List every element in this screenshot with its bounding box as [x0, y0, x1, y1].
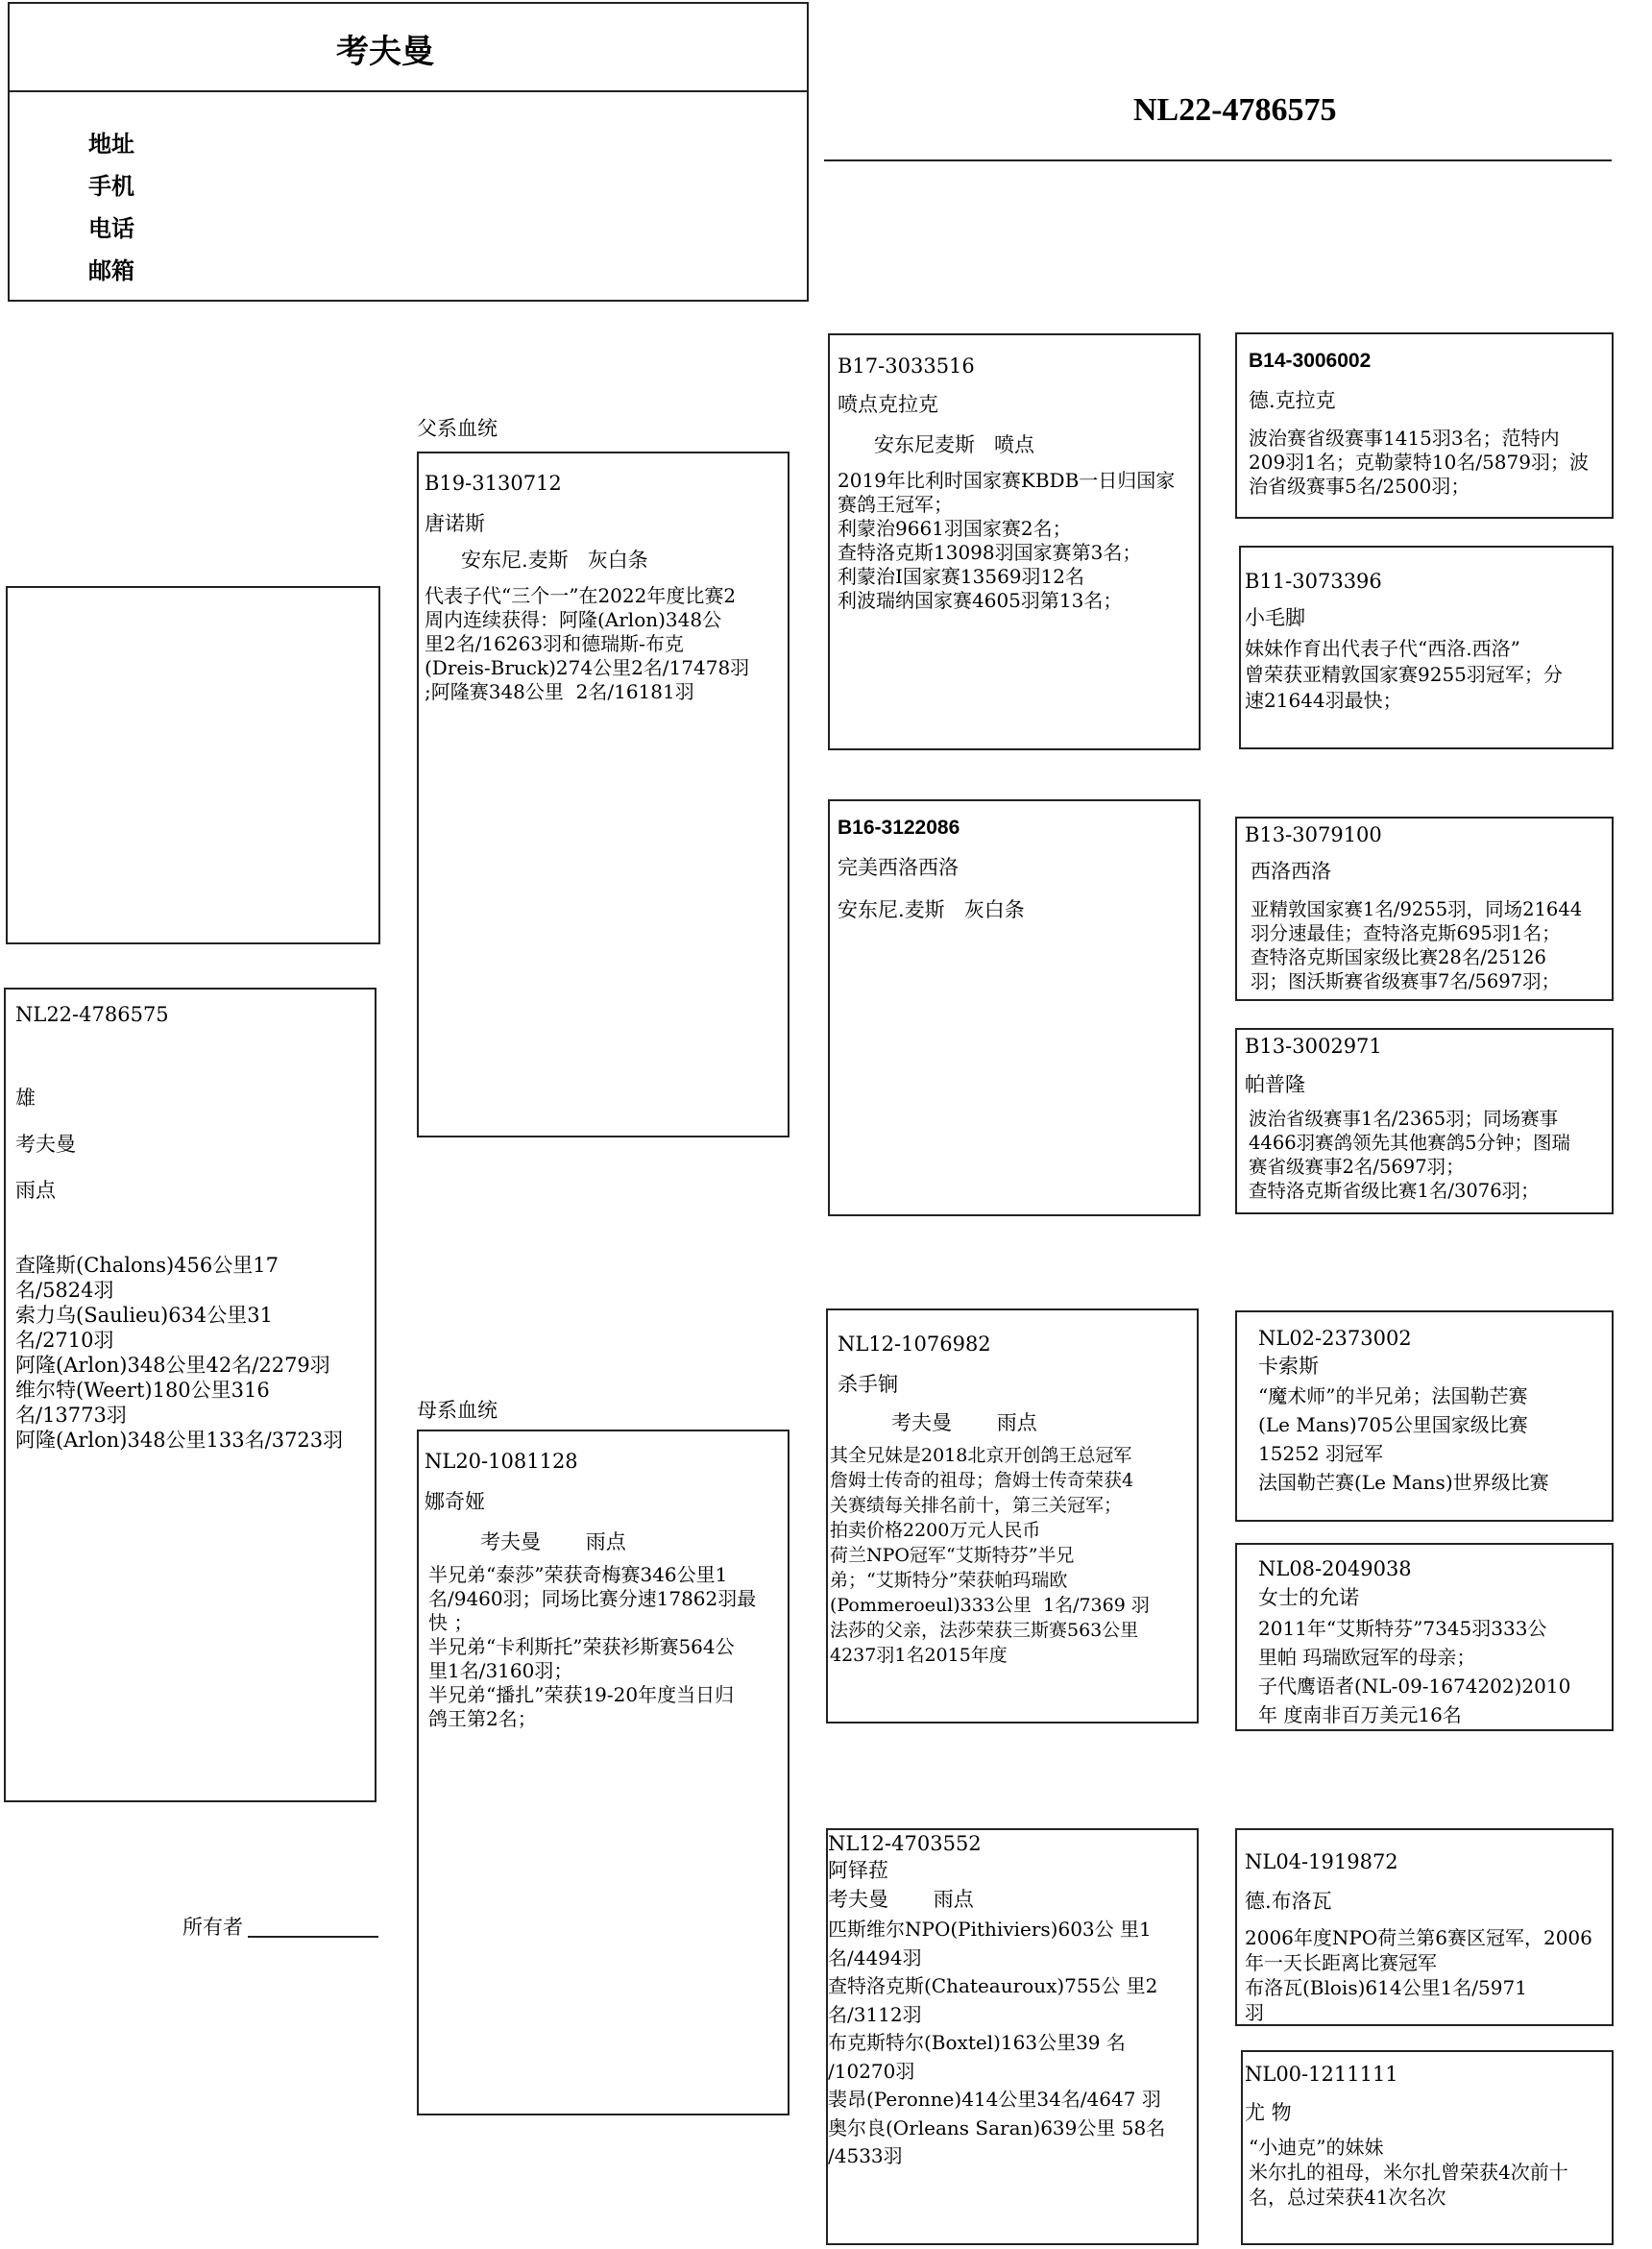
- ssd-desc: 妹妹作育出代表子代“西洛.西洛” 曾荣获亚精敦国家赛9255羽冠军；分 速21644羽最快；: [1245, 637, 1563, 712]
- sds-ring: B13-3079100: [1245, 823, 1382, 846]
- dsd-desc: 2011年“艾斯特芬”7345羽333公 里帕 玛瑞欧冠军的母亲； 子代鹰语者(NL-09-1674202)2010 年 度南非百万美元16名: [1258, 1617, 1571, 1726]
- ssd-ring: B11-3073396: [1245, 570, 1382, 593]
- sss-desc: 波治赛省级赛事1415羽3名；范特内 209羽1名；克勒蒙特10名/5879羽；波 治省级赛事5名/2500羽；: [1249, 427, 1589, 498]
- dam-dam-ring: NL12-4703552: [828, 1832, 982, 1855]
- sss-name: 德.克拉克: [1249, 389, 1336, 412]
- subject-sex: 雄: [15, 1087, 36, 1110]
- dam-dam-line-color: 考夫曼 雨点: [828, 1888, 974, 1911]
- sire-line-color: 安东尼.麦斯 灰白条: [461, 549, 648, 572]
- photo-placeholder-box: [6, 586, 380, 944]
- contact-phone-label: 电话: [88, 215, 134, 242]
- sdd-ring: B13-3002971: [1245, 1035, 1382, 1058]
- sire-sire-desc: 2019年比利时国家赛KBDB一日归国家 赛鸽王冠军； 利蒙治9661羽国家赛2名； 查特洛克斯13098羽国家赛第3名； 利蒙治I国家赛13569羽12名 利波瑞纳国家赛4605羽第13名；: [838, 469, 1176, 612]
- contact-email-label: 邮箱: [88, 257, 134, 284]
- sire-dam-line-color: 安东尼.麦斯 灰白条: [838, 898, 1025, 921]
- owner-signature-label: 所有者: [182, 1916, 243, 1939]
- dss-desc: “魔术师”的半兄弟；法国勒芒赛 (Le Mans)705公里国家级比赛 15252 羽冠军 法国勒芒赛(Le Mans)世界级比赛: [1258, 1384, 1549, 1494]
- sire-dam-ring: B16-3122086: [838, 817, 960, 839]
- sire-name: 唐诺斯: [425, 512, 485, 535]
- dss-ring: NL02-2373002: [1258, 1327, 1412, 1350]
- header-ring-number: NL22-4786575: [1133, 92, 1337, 128]
- sire-sire-name: 喷点克拉克: [838, 393, 938, 416]
- sds-desc: 亚精敦国家赛1名/9255羽，同场21644 羽分速最佳；查特洛克斯695羽1名； 查特洛克斯国家级比赛28名/25126 羽；图沃斯赛省级赛事7名/5697羽；: [1251, 898, 1583, 992]
- ring-number-underline: [824, 159, 1612, 161]
- ddd-desc: “小迪克”的妹妹 米尔扎的祖母，米尔扎曾荣获4次前十 名，总过荣获41次名次: [1249, 2136, 1568, 2209]
- dam-line-color: 考夫曼 雨点: [480, 1530, 626, 1553]
- sdd-name: 帕普隆: [1245, 1073, 1305, 1096]
- sire-sire-line-color: 安东尼麦斯 喷点: [874, 433, 1035, 456]
- dam-desc: 半兄弟“泰莎”荣获奇梅赛346公里1 名/9460羽；同场比赛分速17862羽最 快 ； 半兄弟“卡利斯托”荣获衫斯赛564公 里1名/3160羽； 半兄弟“播扎”荣获19-20年度当日归 鸽王第2名；: [428, 1563, 757, 1730]
- owner-signature-line: [248, 1936, 378, 1938]
- sire-dam-name: 完美西洛西洛: [838, 856, 959, 879]
- dds-desc: 2006年度NPO荷兰第6赛区冠军，2006 年一天长距离比赛冠军 布洛瓦(Blois)614公里1名/5971 羽: [1245, 1926, 1592, 2024]
- dsd-name: 女士的允诺: [1258, 1586, 1359, 1609]
- dam-sire-ring: NL12-1076982: [838, 1332, 991, 1356]
- dds-name: 德.布洛瓦: [1245, 1890, 1332, 1913]
- header-divider: [8, 90, 809, 92]
- dam-sire-name: 杀手锏: [838, 1373, 898, 1396]
- subject-color: 雨点: [15, 1179, 56, 1202]
- dam-sire-line-color: 考夫曼 雨点: [891, 1411, 1037, 1434]
- contact-address-label: 地址: [88, 131, 134, 158]
- subject-ring: NL22-4786575: [15, 1003, 169, 1026]
- dam-sire-desc: 其全兄妹是2018北京开创鸽王总冠军 詹姆士传奇的祖母；詹姆士传奇荣获4 关赛绩每关排名前十，第三关冠军； 拍卖价格2200万元人民币 荷兰NPO冠军“艾斯特芬”半兄 弟；“艾斯特分”荣获帕玛瑞欧 (Pommeroeul)333公里 1名/7369 羽 法莎的父亲，法莎荣获三斯赛563公里 4237羽1名2015年度: [830, 1445, 1150, 1666]
- sire-line-label: 父系血统: [417, 417, 498, 440]
- sire-ring: B19-3130712: [425, 472, 562, 495]
- sds-name: 西洛西洛: [1251, 860, 1331, 883]
- contact-mobile-label: 手机: [88, 173, 134, 200]
- dam-ring: NL20-1081128: [425, 1450, 578, 1473]
- subject-results: 查隆斯(Chalons)456公里17 名/5824羽 索力乌(Saulieu)634公里31 名/2710羽 阿隆(Arlon)348公里42名/2279羽 维尔特(Weert)180公里316 名/13773羽 阿隆(Arlon)348公里133名/3723羽: [15, 1254, 344, 1452]
- dsd-ring: NL08-2049038: [1258, 1557, 1412, 1580]
- sdd-desc: 波治省级赛事1名/2365羽；同场赛事 4466羽赛鸽领先其他赛鸽5分钟；图瑞 赛省级赛事2名/5697羽； 查特洛克斯省级比赛1名/3076羽；: [1249, 1108, 1571, 1202]
- dam-line-label: 母系血统: [417, 1399, 498, 1422]
- ssd-name: 小毛脚: [1245, 606, 1305, 629]
- dam-dam-desc: 匹斯维尔NPO(Pithiviers)603公 里1 名/4494羽 查特洛克斯(Chateauroux)755公 里2 名/3112羽 布克斯特尔(Boxtel)163公里39 名 /10270羽 裴昂(Peronne)414公里34名/4647 羽 奥尔良(Orleans Saran)639公里 58名 /4533羽: [828, 1918, 1166, 2167]
- subject-line: 考夫曼: [15, 1133, 76, 1156]
- dds-ring: NL04-1919872: [1245, 1850, 1398, 1873]
- ddd-name: 尤 物: [1245, 2101, 1292, 2124]
- sss-ring: B14-3006002: [1249, 350, 1372, 372]
- dam-dam-name: 阿铎菈: [828, 1859, 888, 1882]
- owner-name-title: 考夫曼: [336, 33, 434, 71]
- sire-sire-ring: B17-3033516: [838, 354, 975, 378]
- dam-name: 娜奇娅: [425, 1490, 485, 1513]
- ddd-ring: NL00-1211111: [1245, 2063, 1398, 2086]
- dss-name: 卡索斯: [1258, 1355, 1319, 1378]
- sire-desc: 代表子代“三个一”在2022年度比赛2 周内连续获得：阿隆(Arlon)348公 里2名/16263羽和德瑞斯-布克 (Dreis-Bruck)274公里2名/17478羽 ;阿隆赛348公里 2名/16181羽: [425, 584, 750, 703]
